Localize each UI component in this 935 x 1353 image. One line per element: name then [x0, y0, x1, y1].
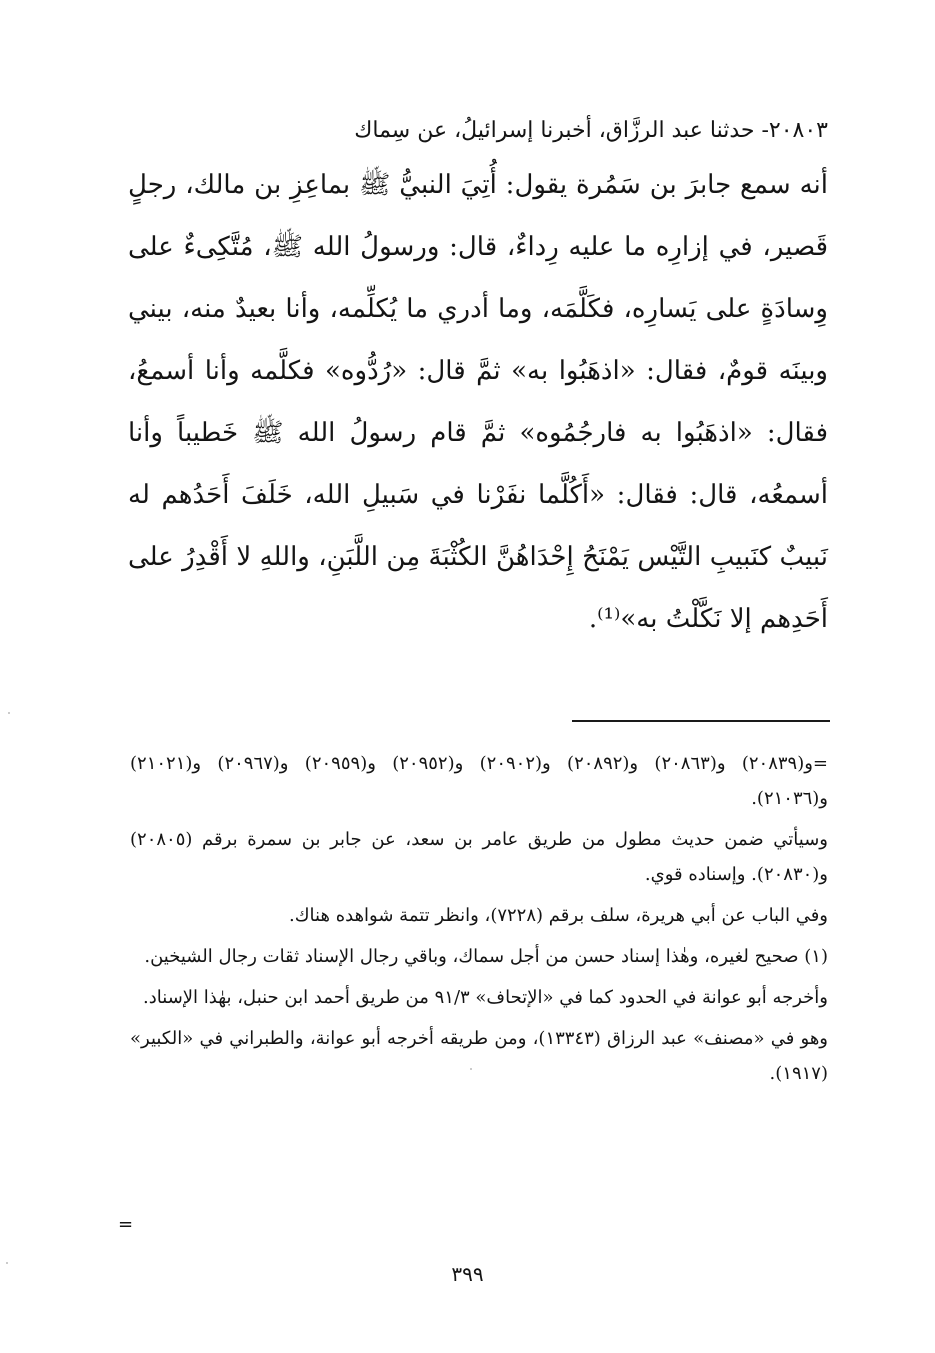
footnote-separator	[572, 720, 830, 722]
footnotes	[130, 746, 828, 1097]
footnote-paragraph: وهو في «مصنف» عبد الرزاق (١٣٣٤٣)، ومن طريقه أخرجه أبو عوانة، والطبراني في «الكبير» (١٩١٧).	[130, 1028, 828, 1084]
footnote-paragraph: وأخرجه أبو عوانة في الحدود كما في «الإتحاف» ٩١/٣ من طريق أحمد ابن حنبل، بهٰذا الإسناد.	[143, 987, 828, 1008]
scan-speck	[8, 712, 10, 714]
hadith-heading: ٢٠٨٠٣- حدثنا عبد الرزَّاق، أخبرنا إسرائيلُ، عن سِماك	[354, 118, 828, 143]
continuation-mark: =	[118, 1214, 134, 1235]
scan-speck	[6, 1262, 8, 1264]
footnote-paragraph: وفي الباب عن أبي هريرة، سلف برقم (٧٢٢٨)، وانظر تتمة شواهده هناك.	[289, 905, 828, 926]
footnote-paragraph: (١) صحيح لغيره، وهٰذا إسناد حسن من أجل سماك، وباقي رجال الإسناد ثقات رجال الشيخين.	[144, 946, 828, 967]
footnote-paragraph: وسيأتي ضمن حديث مطول من طريق عامر بن سعد، عن جابر بن سمرة برقم (٢٠٨٠٥) و(٢٠٨٣٠). وإسناده قوي.	[130, 829, 828, 885]
footnote-paragraph: =و(٢٠٨٣٩) و(٢٠٨٦٣) و(٢٠٨٩٢) و(٢٠٩٠٢) و(٢٠٩٥٢) و(٢٠٩٥٩) و(٢٠٩٦٧) و(٢١٠٢١) و(٢١٠٣٦).	[130, 753, 829, 809]
scan-speck	[470, 1068, 472, 1070]
hadith-block	[128, 108, 828, 650]
hadith-body: أنه سمع جابرَ بن سَمُرة يقول: أُتِيَ النبيُّ ﷺ بماعِزِ بن مالك، رجلٍ قَصير، في إزارِه ما عليه رِداءٌ، قال: ورسولُ الله ﷺ، مُتَّكِىءٌ على وِسادَةٍ على يَسارِه، فكَلَّمَه، وما أدري ما يُكلِّمه، وأنا بعيدٌ منه، بيني وبينَه قومٌ، فقال: «اذهَبُوا به» ثمَّ قال: «رُدُّوه» فكلَّمه وأنا أسمعُ، فقال: «اذهَبُوا به فارجُمُوه» ثمَّ قام رسولُ الله ﷺ خَطيباً وأنا أسمعُه، قال: فقال: «أَكُلَّما نفَرْنا في سَبيلِ الله، خَلَفَ أَحَدُهم له نَبيبٌ كنَبيبِ التَّيْس يَمْنَحُ إِحْدَاهُنَّ الكُثْبَةَ مِن اللَّبَنِ، واللهِ لا أَقْدِرُ على أَحَدِهم إلا نَكَّلْتُ به»⁽¹⁾.	[128, 170, 828, 634]
page-number: ٣٩٩	[451, 1262, 484, 1286]
